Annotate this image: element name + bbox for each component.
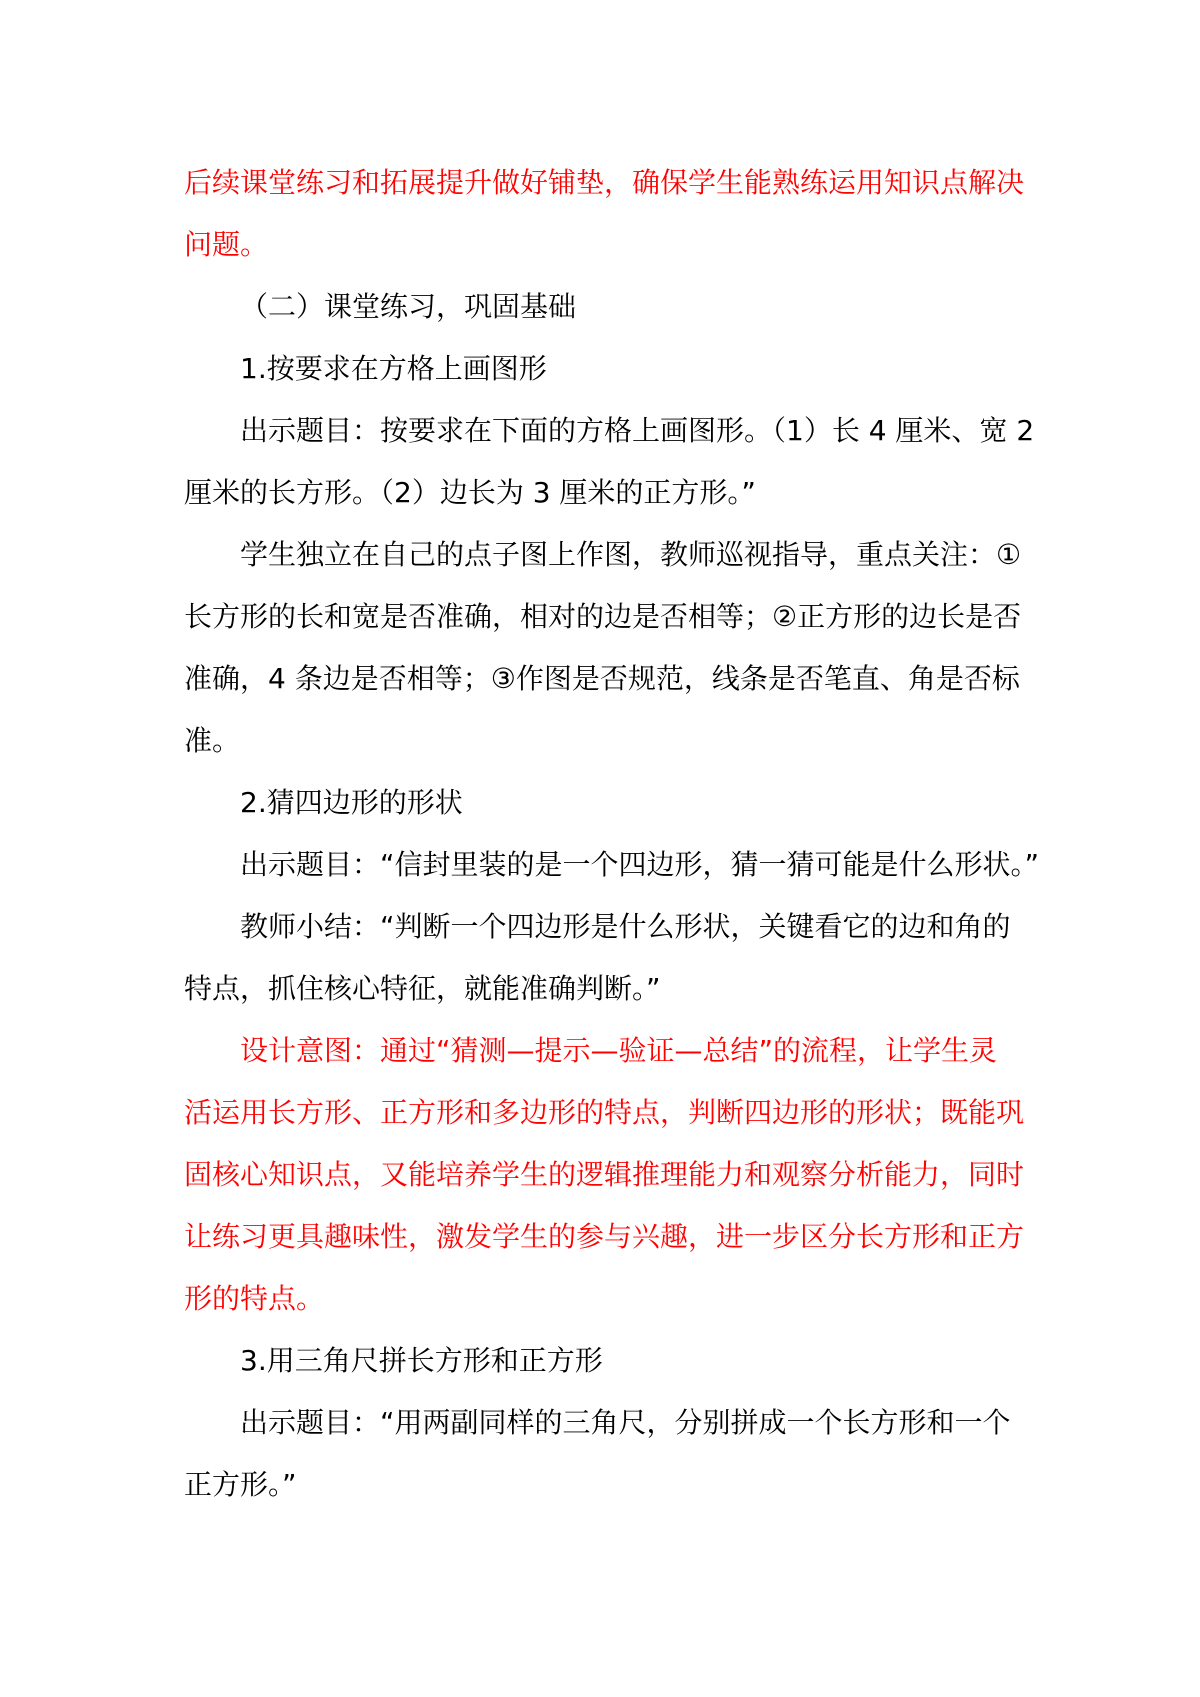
paragraph-line: 正方形。” xyxy=(184,1468,297,1501)
design-intent-text-line: 让练习更具趣味性，激发学生的参与兴趣，进一步区分长方形和正方 xyxy=(184,1220,1025,1253)
paragraph-line: 准。 xyxy=(184,724,241,757)
design-intent-text-line: 形的特点。 xyxy=(184,1282,325,1315)
exercise-1-heading: 1.按要求在方格上画图形 xyxy=(240,352,547,385)
design-intent-text-line: 问题。 xyxy=(184,228,269,261)
design-intent-text-line: 设计意图：通过“猜测—提示—验证—总结”的流程，让学生灵 xyxy=(240,1034,998,1067)
paragraph-line: 出示题目：“信封里装的是一个四边形，猜一猜可能是什么形状。” xyxy=(240,848,1040,881)
paragraph-line: 出示题目：“用两副同样的三角尺，分别拼成一个长方形和一个 xyxy=(240,1406,1011,1439)
design-intent-text-line: 后续课堂练习和拓展提升做好铺垫，确保学生能熟练运用知识点解决 xyxy=(184,166,1025,199)
design-intent-text-line: 活运用长方形、正方形和多边形的特点，判断四边形的形状；既能巩 xyxy=(184,1096,1025,1129)
exercise-2-heading: 2.猜四边形的形状 xyxy=(240,786,463,819)
paragraph-line: 特点，抓住核心特征，就能准确判断。” xyxy=(184,972,661,1005)
paragraph-line: 准确，4 条边是否相等；③作图是否规范，线条是否笔直、角是否标 xyxy=(184,662,1020,695)
paragraph-line: 学生独立在自己的点子图上作图，教师巡视指导，重点关注：① xyxy=(240,538,1022,571)
paragraph-line: 长方形的长和宽是否准确，相对的边是否相等；②正方形的边长是否 xyxy=(184,600,1022,633)
paragraph-line: 厘米的长方形。（2）边长为 3 厘米的正方形。” xyxy=(184,476,756,509)
design-intent-text-line: 固核心知识点，又能培养学生的逻辑推理能力和观察分析能力，同时 xyxy=(184,1158,1025,1191)
exercise-3-heading: 3.用三角尺拼长方形和正方形 xyxy=(240,1344,603,1377)
paragraph-line: 出示题目：按要求在下面的方格上画图形。（1）长 4 厘米、宽 2 xyxy=(240,414,1035,447)
section-heading: （二）课堂练习，巩固基础 xyxy=(240,290,577,323)
paragraph-line: 教师小结：“判断一个四边形是什么形状，关键看它的边和角的 xyxy=(240,910,1011,943)
